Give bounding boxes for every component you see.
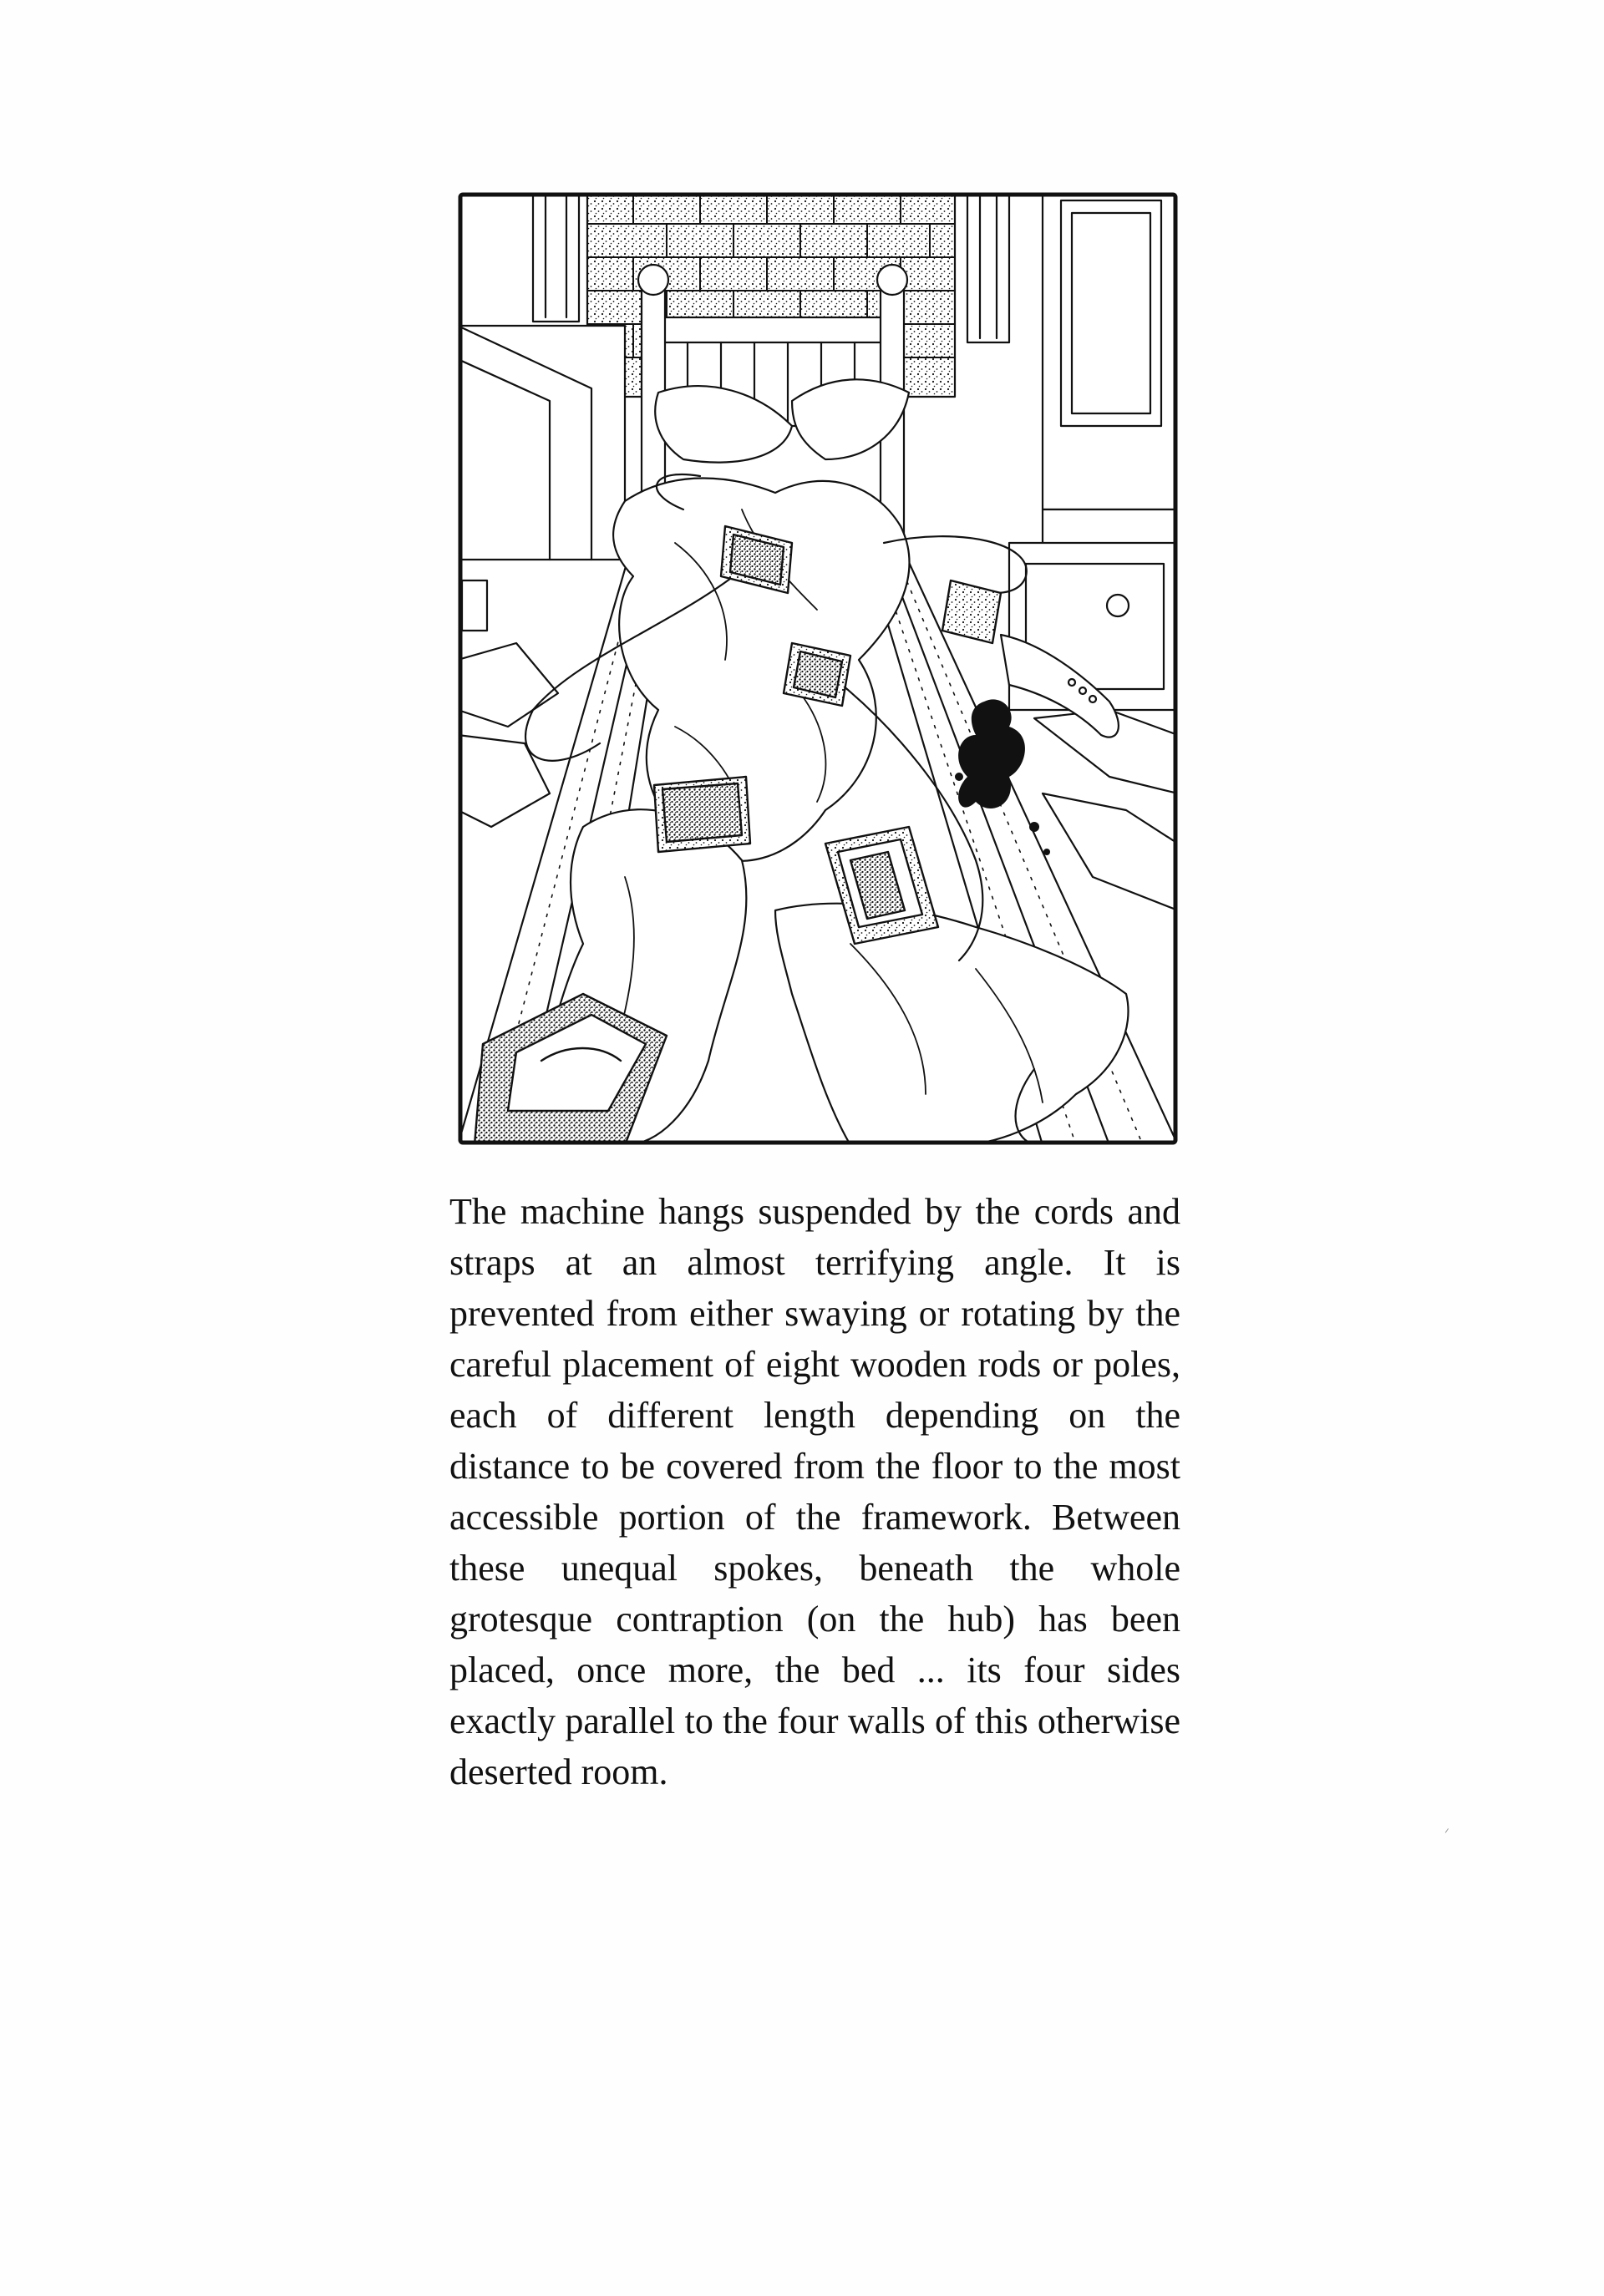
body-paragraph: The machine hangs suspended by the cords and straps at an almost terrifying angle. It is prevented from either swaying or rotating by the careful placement of eight wooden rods or poles, each of different length depending on the distance to be covered from the floor to the most accessible portion of the framework. Between these unequal spokes, beneath the whole grotesque contraption (on the hub) has been placed, once more, the bed ... its four sides exactly parallel to the four walls of this otherwise deserted room. — [449, 1191, 1180, 1792]
stray-pen-mark — [1445, 1828, 1452, 1835]
bed-illustration — [458, 192, 1178, 1145]
bed-illustration-drawing — [458, 192, 1178, 1145]
